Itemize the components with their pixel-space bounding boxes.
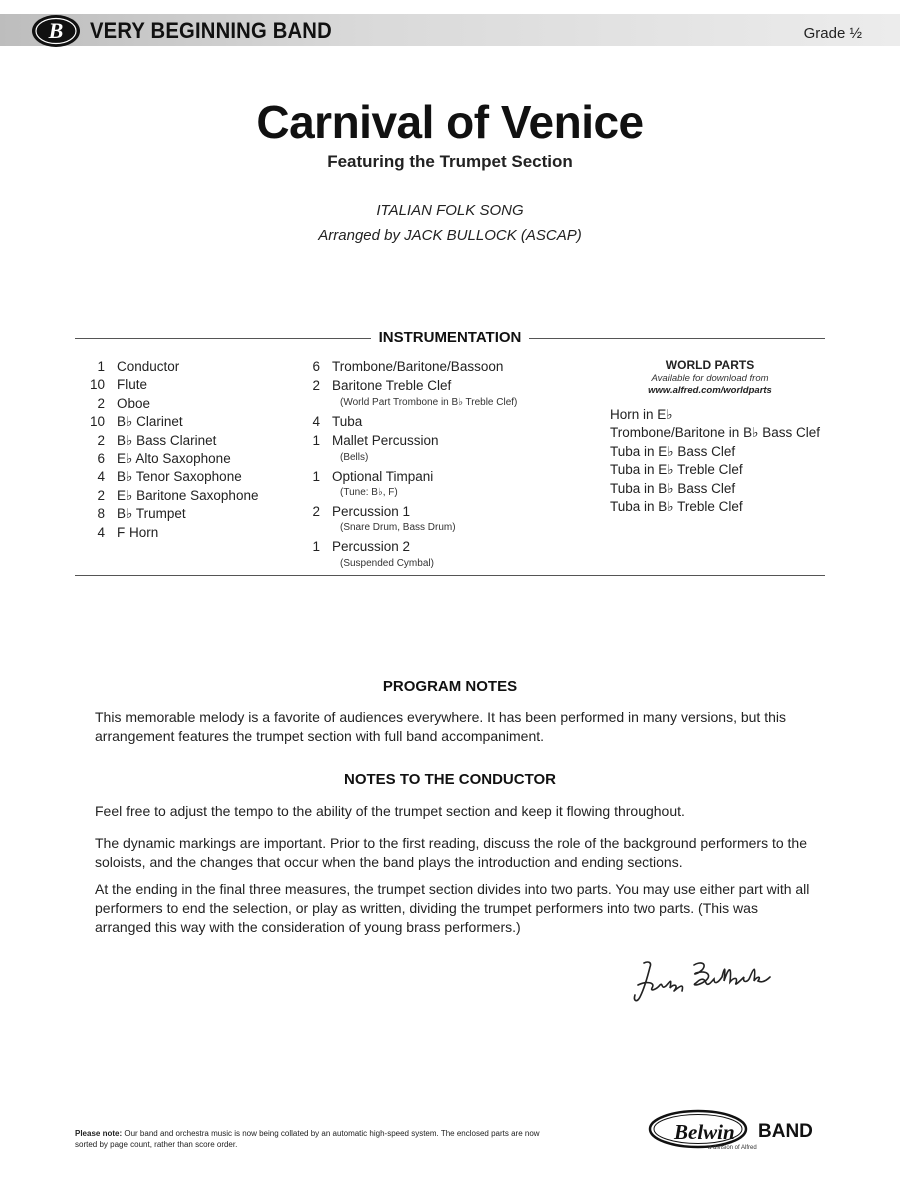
grade-level: Grade ½ <box>803 25 862 42</box>
instrument-name: F Horn <box>117 524 159 540</box>
instrument-note: (Suspended Cymbal) <box>340 557 434 569</box>
instrument-qty: 2 <box>312 378 320 394</box>
instrument-note: (World Part Trombone in B♭ Treble Clef) <box>340 396 518 408</box>
instrument-name: E♭ Alto Saxophone <box>117 451 231 467</box>
instrument-name: Optional Timpani <box>332 468 434 484</box>
instrument-qty: 1 <box>312 468 320 484</box>
program-notes-heading: PROGRAM NOTES <box>382 678 518 695</box>
instrument-name: Oboe <box>117 395 151 411</box>
instrument-name: Tuba <box>332 413 363 429</box>
instrument-row <box>75 358 295 376</box>
instrument-item <box>306 377 596 408</box>
publisher-band-label: BAND <box>758 1121 813 1142</box>
world-part-item: Horn in E♭ <box>610 407 673 422</box>
world-part-item: Tuba in E♭ Bass Clef <box>610 443 736 459</box>
instrument-qty: 1 <box>97 359 105 374</box>
instrument-name: Trombone/Baritone/Bassoon <box>332 359 504 374</box>
world-part-item: Tuba in E♭ Treble Clef <box>610 462 743 478</box>
instrument-name: B♭ Trumpet <box>117 506 186 522</box>
instrument-qty: 10 <box>89 377 105 393</box>
title-block <box>0 94 900 248</box>
publisher-wordmark: Belwin <box>674 1120 735 1144</box>
world-parts-column <box>610 358 840 516</box>
world-parts-url[interactable]: www.alfred.com/worldparts <box>648 385 772 396</box>
instrument-item <box>306 358 596 376</box>
instrument-item <box>306 468 596 499</box>
world-part-item: Tuba in B♭ Bass Clef <box>610 480 736 496</box>
instrument-qty: 2 <box>97 487 105 503</box>
instrument-note: (Tune: B♭, F) <box>340 487 398 499</box>
belwin-b-logo-icon <box>30 12 82 50</box>
world-parts-header <box>610 358 810 397</box>
instrument-note: (Bells) <box>340 451 369 463</box>
instrumentation-heading-label: INSTRUMENTATION <box>371 329 530 346</box>
instrument-name: B♭ Bass Clarinet <box>117 432 217 448</box>
instrument-qty: 6 <box>312 359 320 374</box>
arranger-credit: Arranged by JACK BULLOCK (ASCAP) <box>318 227 582 244</box>
instrument-qty: 2 <box>97 395 105 411</box>
origin-credit: ITALIAN FOLK SONG <box>376 202 524 219</box>
instrument-row <box>75 524 295 542</box>
instrument-qty: 6 <box>97 451 105 467</box>
credits <box>0 198 900 248</box>
instrument-row <box>75 450 295 468</box>
instrument-name: Percussion 1 <box>332 504 411 520</box>
instrument-row <box>75 395 295 413</box>
instrument-name: Flute <box>117 377 148 393</box>
collation-note-label: Please note: <box>75 1129 123 1138</box>
instrument-qty: 2 <box>97 432 105 448</box>
instrument-name: B♭ Tenor Saxophone <box>117 469 242 485</box>
world-part-item: Tuba in B♭ Treble Clef <box>610 499 743 515</box>
program-notes-text: This memorable melody is a favorite of audiences everywhere. It has been performed in many versions, but this arrangement features the trumpet section with full band accompaniment. <box>95 709 786 744</box>
series-header <box>0 0 900 68</box>
conductor-notes-paragraph-1: Feel free to adjust the tempo to the ability of the trumpet section and keep it flowing throughout. <box>95 803 685 819</box>
publisher-division: a division of Alfred <box>708 1145 757 1151</box>
instrument-column-2 <box>306 358 596 571</box>
instrument-item <box>306 503 596 534</box>
instrument-name: Baritone Treble Clef <box>332 378 452 394</box>
page-subtitle: Featuring the Trumpet Section <box>327 152 573 171</box>
instrument-name: Conductor <box>117 359 180 374</box>
instrument-qty: 1 <box>312 539 320 555</box>
belwin-band-logo <box>648 1108 833 1158</box>
instrument-column-1 <box>75 358 295 542</box>
instrument-row <box>75 505 295 523</box>
instrument-qty: 8 <box>97 506 105 522</box>
instrument-qty: 4 <box>97 469 105 485</box>
instrumentation-heading <box>0 329 900 347</box>
collation-note <box>75 1128 545 1150</box>
instrumentation-bottom-rule <box>75 575 825 576</box>
instrument-item <box>306 432 596 463</box>
conductor-notes-paragraph-3: At the ending in the final three measures, the trumpet section divides into two parts. You may use either part with all performers to end the selection, or play as written, dividing the trumpet performers into two parts. (This was arranged this way with the consideration of young brass performers.) <box>95 881 810 935</box>
instrument-qty: 4 <box>312 413 320 429</box>
instrument-item <box>306 538 596 569</box>
instrument-qty: 2 <box>312 504 320 520</box>
series-name: VERY BEGINNING BAND <box>90 18 332 43</box>
instrument-name: B♭ Clarinet <box>117 414 183 430</box>
instrument-qty: 1 <box>312 433 320 449</box>
instrument-qty: 4 <box>97 524 105 540</box>
instrument-item <box>306 413 596 431</box>
instrument-name: E♭ Baritone Saxophone <box>117 487 259 503</box>
world-parts-list <box>610 406 840 516</box>
world-part-item: Trombone/Baritone in B♭ Bass Clef <box>610 425 820 441</box>
conductor-notes-heading: NOTES TO THE CONDUCTOR <box>344 771 556 788</box>
world-parts-title: WORLD PARTS <box>665 358 755 372</box>
collation-note-text: Our band and orchestra music is now being collated by an automatic high-speed system. The enclosed parts are now sorted by page count, rather than score order. <box>75 1129 540 1149</box>
instrument-row <box>75 468 295 486</box>
instrument-row <box>75 432 295 450</box>
instrument-note: (Snare Drum, Bass Drum) <box>340 522 456 534</box>
conductor-notes-paragraph-2: The dynamic markings are important. Prior to the first reading, discuss the role of the background performers to the soloists, and the changes that occur when the band plays the introduction and ending sections. <box>95 835 807 870</box>
instrument-name: Mallet Percussion <box>332 433 439 449</box>
instrument-row <box>75 376 295 394</box>
instrument-name: Percussion 2 <box>332 539 411 555</box>
world-parts-availability: Available for download from <box>651 373 769 384</box>
instrument-row <box>75 487 295 505</box>
svg-text:B: B <box>48 18 64 43</box>
page-title: Carnival of Venice <box>256 96 644 148</box>
instrument-qty: 10 <box>89 414 105 430</box>
arranger-signature <box>630 955 775 1010</box>
instrument-row <box>75 413 295 431</box>
